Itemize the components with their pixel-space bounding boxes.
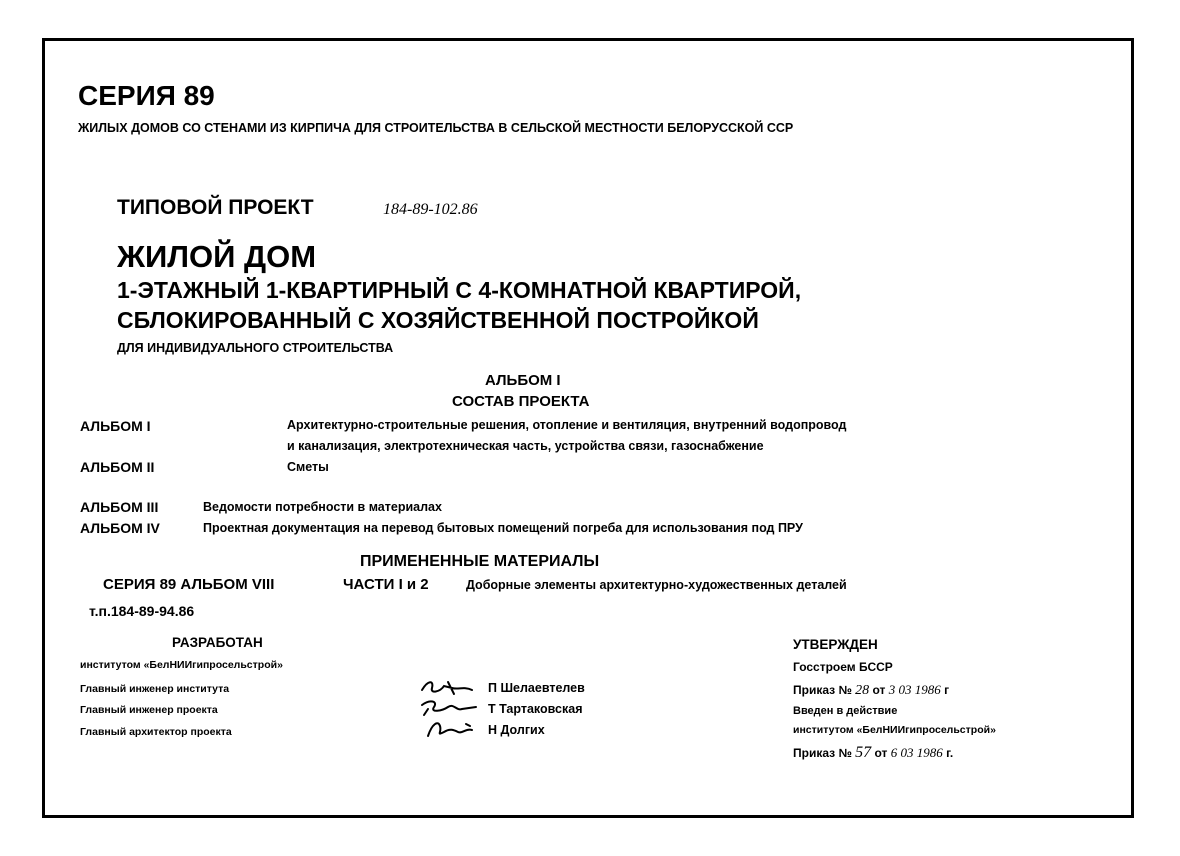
order-2-number: 57: [855, 744, 872, 761]
approved-order-1: [793, 682, 949, 699]
applied-series: СЕРИЯ 89 АЛЬБОМ VIII: [103, 576, 275, 593]
project-label: ТИПОВОЙ ПРОЕКТ: [117, 196, 314, 219]
project-desc-line2: СБЛОКИРОВАННЫЙ С ХОЗЯЙСТВЕННОЙ ПОСТРОЙКОЙ: [117, 307, 759, 333]
approved-order-2: [793, 744, 953, 762]
order-1-date: 3 03 1986: [888, 682, 941, 697]
project-number: 184-89-102.86: [383, 201, 478, 218]
album-text: и канализация, электротехническая часть, устройства связи, газоснабжение: [287, 439, 764, 453]
order-2-prefix: Приказ №: [793, 746, 856, 760]
project-desc-line1: 1-ЭТАЖНЫЙ 1-КВАРТИРНЫЙ С 4-КОМНАТНОЙ КВАРТИРОЙ,: [117, 277, 802, 303]
developed-heading: РАЗРАБОТАН: [172, 635, 263, 650]
order-2-mid: от: [871, 746, 891, 760]
project-name: ЖИЛОЙ ДОМ: [117, 239, 317, 274]
name-3: Н Долгих: [488, 723, 545, 737]
role-chief-engineer-institute: Главный инженер института: [80, 683, 230, 695]
album-text: Ведомости потребности в материалах: [203, 500, 442, 514]
applied-tp: т.п.184-89-94.86: [89, 603, 195, 619]
enacted-label: Введен в действие: [793, 705, 898, 717]
name-2: Т Тартаковская: [488, 702, 583, 716]
applied-desc: Доборные элементы архитектурно-художественных деталей: [466, 578, 847, 592]
album-heading: АЛЬБОМ I: [485, 372, 561, 389]
project-desc-line3: ДЛЯ ИНДИВИДУАЛЬНОГО СТРОИТЕЛЬСТВА: [117, 341, 394, 355]
album-label: АЛЬБОМ II: [80, 459, 155, 475]
album-label: АЛЬБОМ III: [80, 499, 159, 515]
order-1-suffix: г: [940, 683, 950, 697]
order-1-mid: от: [869, 683, 889, 697]
approved-by: Госстроем БССР: [793, 660, 893, 674]
album-text: Архитектурно-строительные решения, отопление и вентиляция, внутренний водопровод: [287, 418, 847, 432]
album-label: АЛЬБОМ IV: [80, 520, 160, 536]
series-title: СЕРИЯ 89: [78, 80, 215, 111]
order-2-date: 6 03 1986: [890, 745, 943, 760]
role-chief-engineer-project: Главный инженер проекта: [80, 704, 218, 716]
album-text: Проектная документация на перевод бытовых помещений погреба для использования под ПРУ: [203, 521, 803, 535]
series-subtitle: ЖИЛЫХ ДОМОВ СО СТЕНАМИ ИЗ КИРПИЧА ДЛЯ СТРОИТЕЛЬСТВА В СЕЛЬСКОЙ МЕСТНОСТИ БЕЛОРУССКОЙ ССР: [78, 121, 794, 135]
signature-1: [418, 676, 478, 698]
album-label: АЛЬБОМ I: [80, 418, 151, 434]
signature-3: [422, 718, 478, 742]
order-2-suffix: г.: [942, 746, 954, 760]
approved-heading: УТВЕРЖДЕН: [793, 637, 878, 652]
developed-institute: институтом «БелНИИгипросельстрой»: [80, 659, 283, 671]
composition-heading: СОСТАВ ПРОЕКТА: [452, 393, 590, 410]
order-1-number: 28: [855, 683, 870, 698]
signature-2: [416, 697, 482, 719]
applied-heading: ПРИМЕНЕННЫЕ МАТЕРИАЛЫ: [360, 553, 600, 570]
album-text: Сметы: [287, 460, 329, 474]
role-chief-architect-project: Главный архитектор проекта: [80, 726, 232, 738]
enacted-institute: институтом «БелНИИгипросельстрой»: [793, 724, 996, 736]
name-1: П Шелаевтелев: [488, 681, 585, 695]
applied-parts: ЧАСТИ I и 2: [343, 576, 429, 593]
order-1-prefix: Приказ №: [793, 683, 856, 697]
